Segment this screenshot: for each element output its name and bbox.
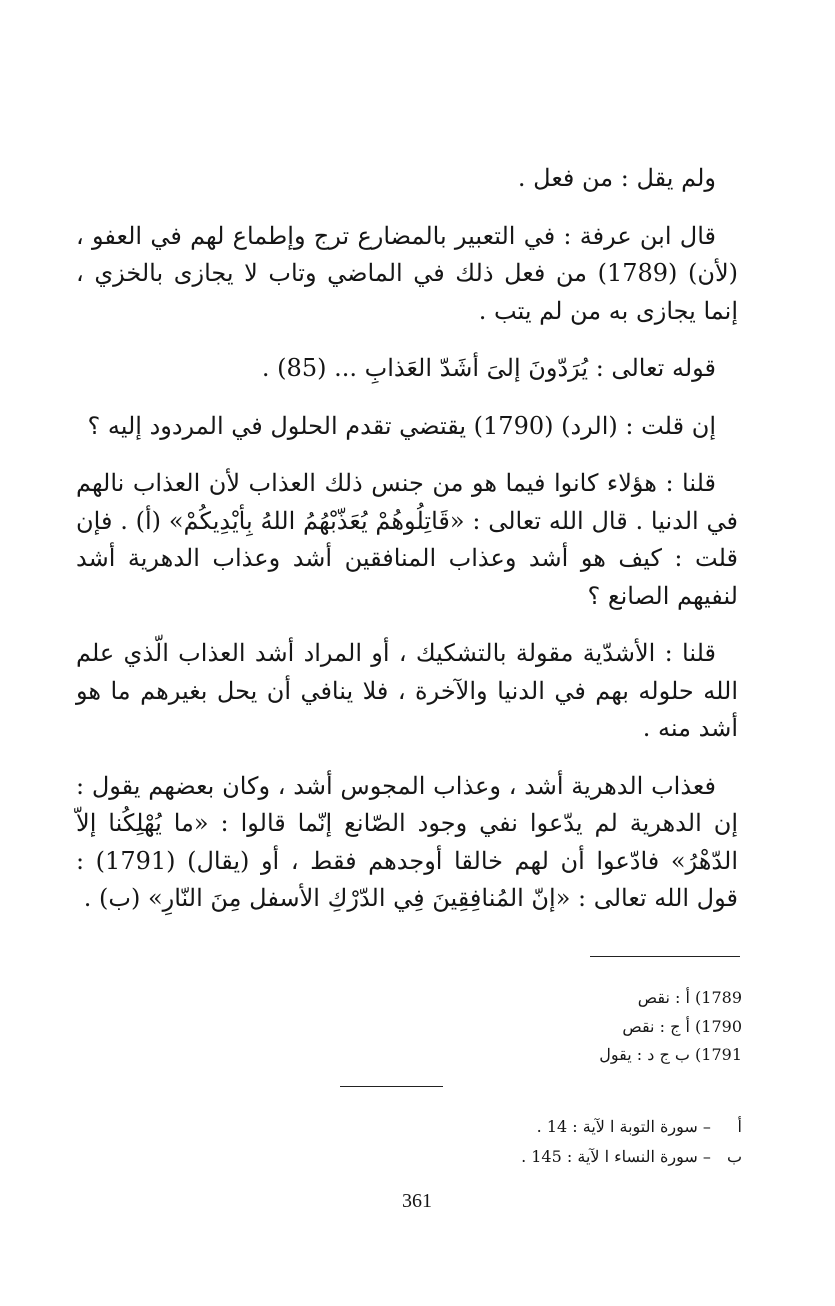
reference-letter: أ [737, 1117, 742, 1136]
paragraph: قلنا : هؤلاء كانوا فيما هو من جنس ذلك العذاب لأن العذاب نالهم في الدنيا . قال الله تعالى : «قَاتِلُوهُمْ يُعَذّبْهُمُ اللهُ بِأيْدِيكُمْ» (أ) . فإن قلت : كيف هو أشد وعذاب المنافقين أشد وعذاب الدهرية أشد لنفيهم الصانع ؟ [76, 469, 739, 610]
footnote-text: أ ج : نقص [622, 1016, 690, 1036]
footnote-text: أ : نقص [637, 988, 690, 1007]
footnote-divider [590, 956, 740, 957]
reference-letter: ب [726, 1147, 742, 1166]
reference-divider [340, 1086, 443, 1087]
reference [470, 1112, 742, 1142]
paragraph: ولم يقل : من فعل . [517, 164, 716, 192]
footnote [480, 1041, 742, 1070]
reference [470, 1142, 742, 1172]
footnote [480, 1013, 742, 1042]
paragraph: قال ابن عرفة : في التعبير بالمضارع ترج وإطماع لهم في العفو ، (لأن) (1789) من فعل ذلك في الماضي وتاب لا يجازى بالخزي ، إنما يجازى به من لم يتب . [76, 221, 739, 325]
main-text [76, 160, 738, 938]
paragraph: فعذاب الدهرية أشد ، وعذاب المجوس أشد ، وكان بعضهم يقول : إن الدهرية لم يدّعوا نفي وجود الصّانع إنّما قالوا : «ما يُهْلِكُنا إلاّ الدّهْرُ» فادّعوا أن لهم خالقا أوجدهم فقط ، أو (يقال) (1791) : قول الله تعالى : «إنّ المُنافِقِينَ فِي الدّرْكِ الأسفل مِنَ النّارِ» (ب) . [76, 771, 738, 912]
footnote [480, 984, 742, 1013]
page-number: 361 [402, 1190, 432, 1212]
footnote-text: ب ج د : يقول [599, 1045, 690, 1064]
footnote-number: 1791) [695, 1045, 742, 1064]
paragraph: إن قلت : (الرد) (1790) يقتضي تقدم الحلول في المردود إليه ؟ [87, 411, 716, 440]
footnote-number: 1790) [695, 1016, 742, 1036]
footnote-number: 1789) [695, 988, 742, 1007]
quran-references [470, 1112, 742, 1172]
paragraph: قلنا : الأشدّية مقولة بالتشكيك ، أو المراد أشد العذاب الّذي علم الله حلوله بهم في الدنيا والآخرة ، فلا ينافي أن يحل بغيرهم ما هو أشد منه . [76, 639, 738, 742]
reference-text: – سورة التوبة ا لآية : 14 . [536, 1117, 711, 1136]
footnotes [480, 984, 742, 1070]
paragraph: قوله تعالى : يُرَدّونَ إلىَ أشَدّ العَذابِ ... (85) . [261, 354, 716, 382]
reference-text: – سورة النساء ا لآية : 145 . [521, 1147, 711, 1166]
